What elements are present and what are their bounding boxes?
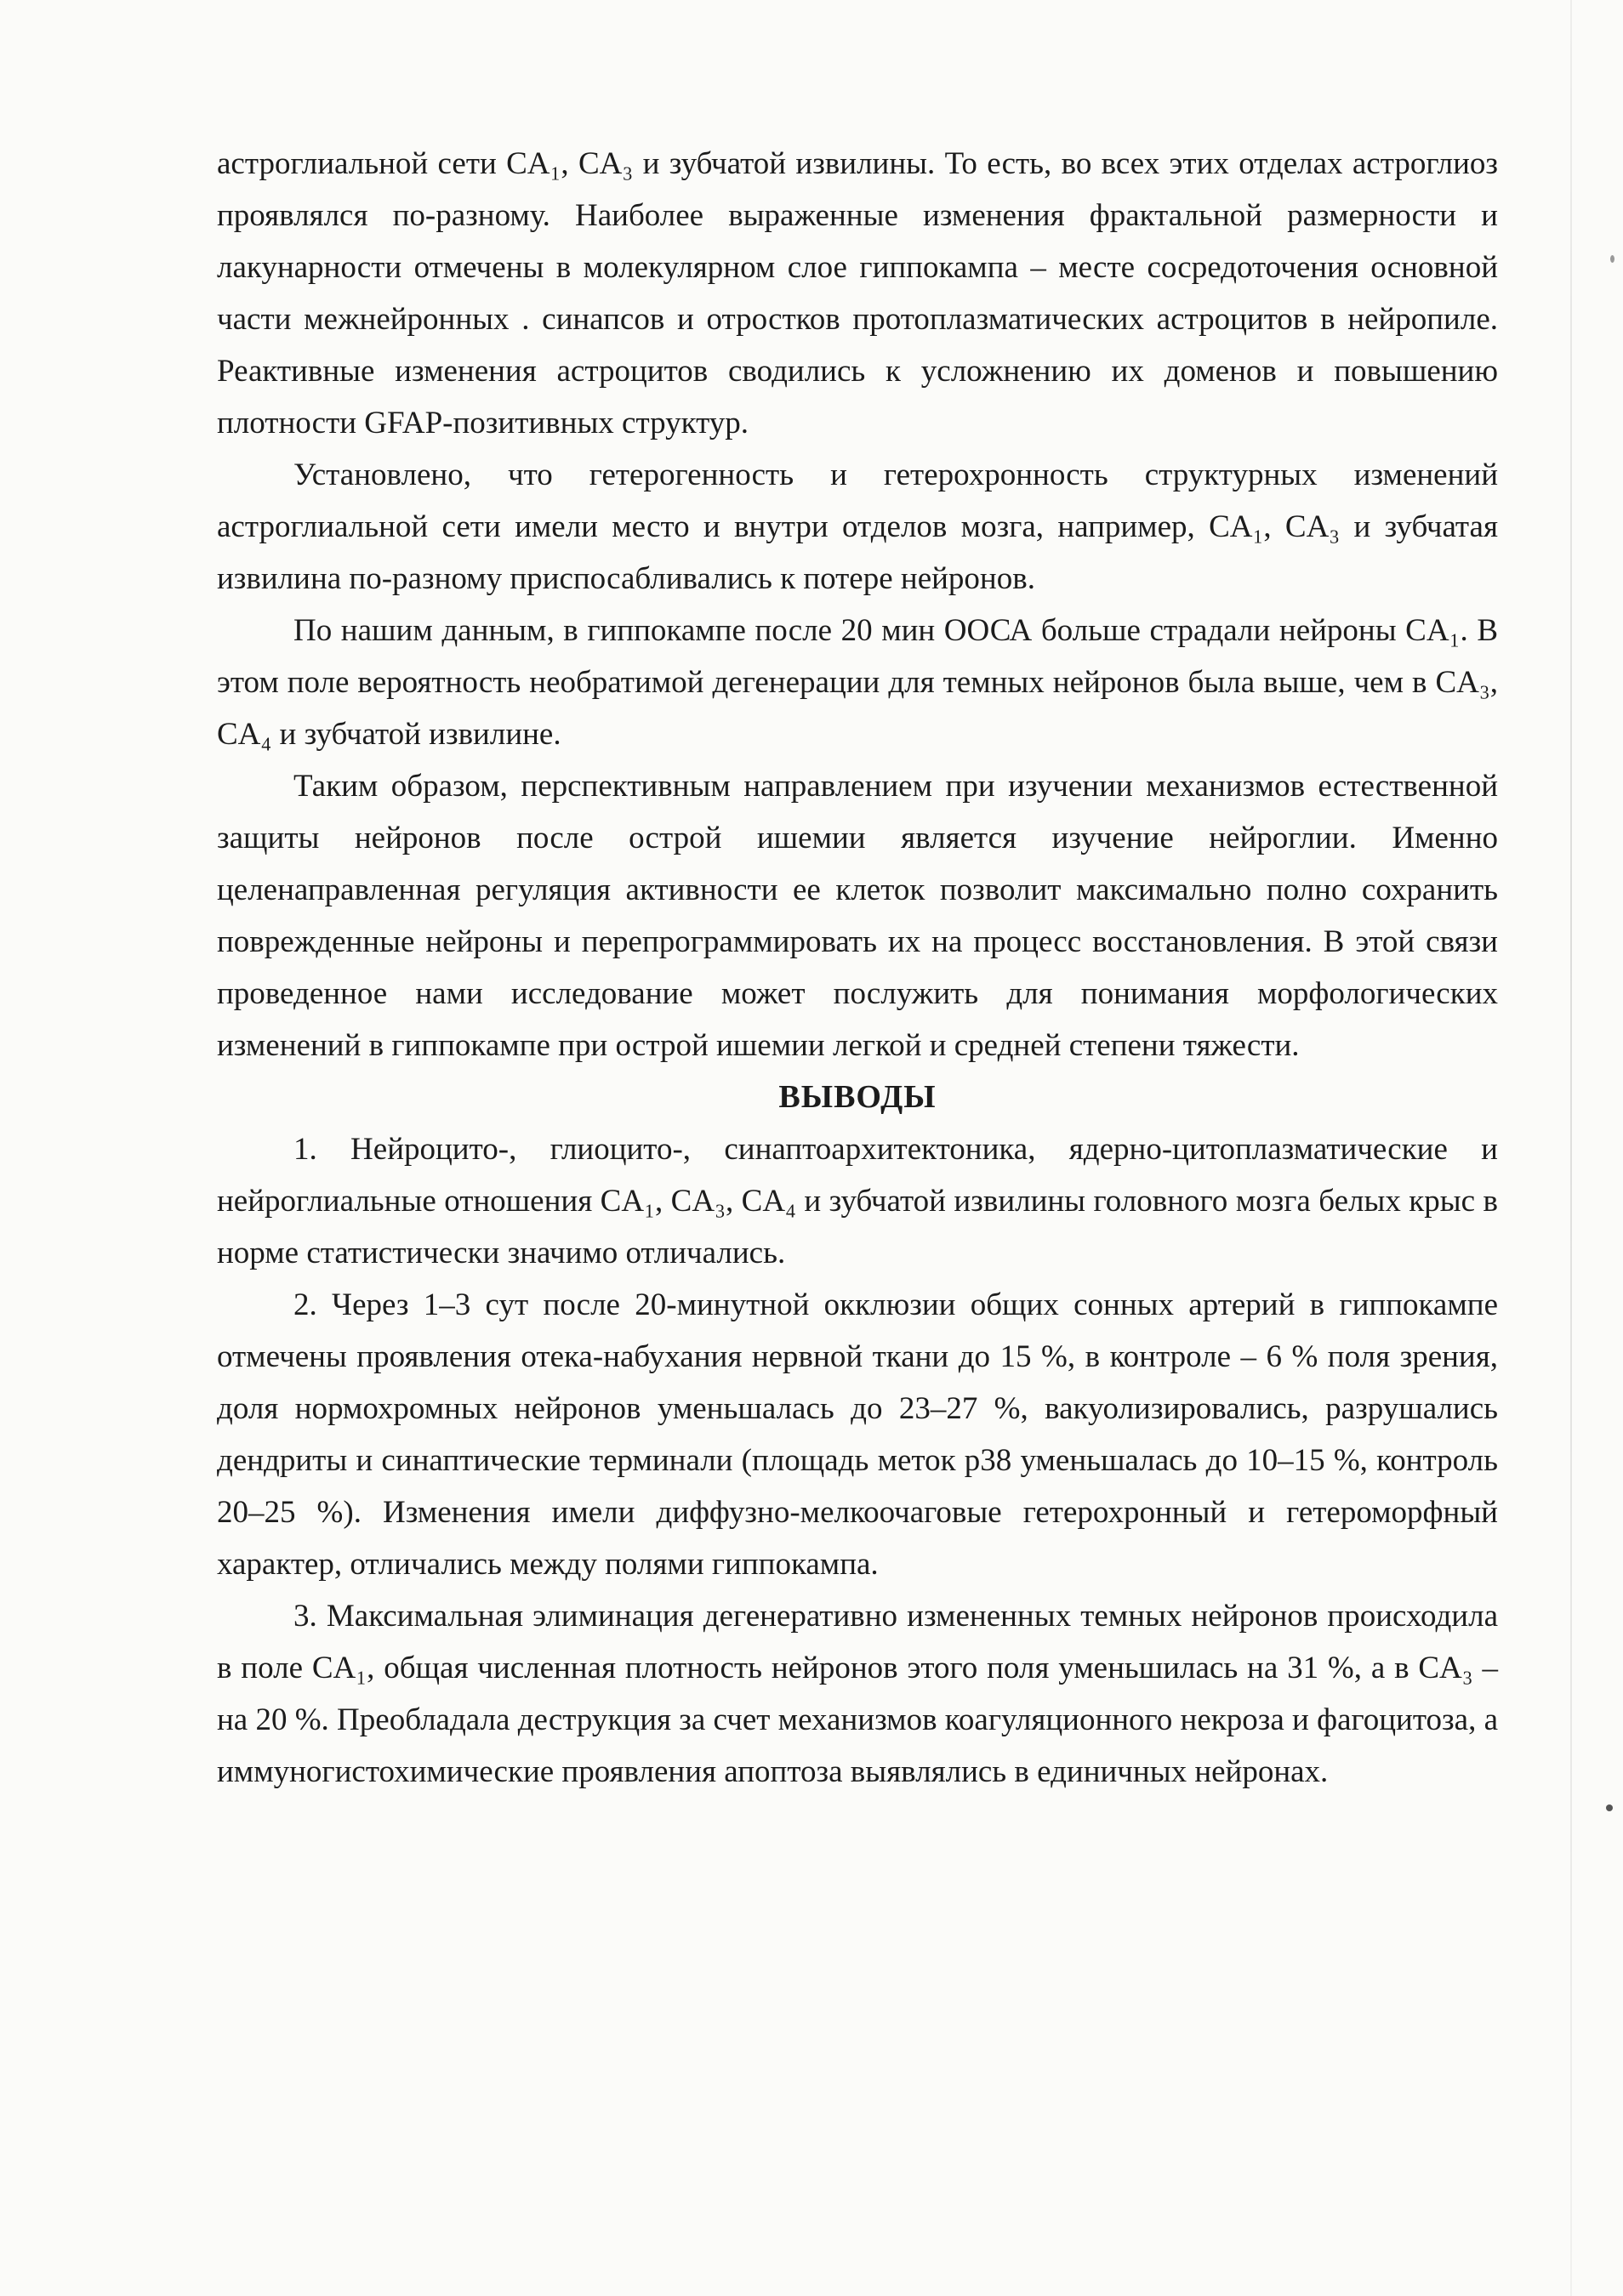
- scan-edge-shadow: [1570, 0, 1572, 2296]
- conclusion-item-1: 1. Нейроцито-, глиоцито-, синаптоархитектоника, ядерно-цитоплазматические и нейроглиальные отношения CA₁, CA₃, CA₄ и зубчатой извилины головного мозга белых крыс в норме статистически значимо отличались.: [217, 1132, 1498, 1270]
- scan-speck: [1610, 255, 1614, 263]
- paragraph-2: Установлено, что гетерогенность и гетерохронность структурных изменений астроглиальной сети имели место и внутри отделов мозга, например, CA₁, CA₃ и зубчатая извилина по-разному приспосабливались к потере нейронов.: [217, 457, 1498, 596]
- paragraph-3: По нашим данным, в гиппокампе после 20 мин ООСА больше страдали нейроны CA₁. В этом поле вероятность необратимой дегенерации для темных нейронов была выше, чем в CA₃, CA₄ и зубчатой извилине.: [217, 613, 1498, 752]
- conclusion-item-3: 3. Максимальная элиминация дегенеративно измененных темных нейронов происходила в поле CA₁, общая численная плотность нейронов этого поля уменьшилась на 31 %, а в CA₃ – на 20 %. Преобладала деструкция за счет механизмов коагуляционного некроза и фагоцитоза, а иммуногистохимические проявления апоптоза выявлялись в единичных нейронах.: [217, 1599, 1498, 1789]
- scan-speck: [1606, 1804, 1613, 1811]
- document-body: [217, 138, 1498, 1798]
- paragraph-1: астроглиальной сети CA₁, CA₃ и зубчатой извилины. То есть, во всех этих отделах астроглиоз проявлялся по-разному. Наиболее выраженные изменения фрактальной размерности и лакунарности отмечены в молекулярном слое гиппокампа – месте сосредоточения основной части межнейронных . синапсов и отростков протоплазматических астроцитов в нейропиле. Реактивные изменения астроцитов сводились к усложнению их доменов и повышению плотности GFAP-позитивных структур.: [217, 146, 1498, 440]
- paragraph-4: Таким образом, перспективным направлением при изучении механизмов естественной защиты нейронов после острой ишемии является изучение нейроглии. Именно целенаправленная регуляция активности ее клеток позволит максимально полно сохранить поврежденные нейроны и перепрограммировать их на процесс восстановления. В этой связи проведенное нами исследование может послужить для понимания морфологических изменений в гиппокампе при острой ишемии легкой и средней степени тяжести.: [217, 769, 1498, 1063]
- section-heading: ВЫВОДЫ: [778, 1079, 937, 1115]
- conclusion-item-2: 2. Через 1–3 сут после 20-минутной окклюзии общих сонных артерий в гиппокампе отмечены проявления отека-набухания нервной ткани до 15 %, в контроле – 6 % поля зрения, доля нормохромных нейронов уменьшалась до 23–27 %, вакуолизировались, разрушались дендриты и синаптические терминали (площадь меток p38 уменьшалась до 10–15 %, контроль 20–25 %). Изменения имели диффузно-мелкоочаговые гетерохронный и гетероморфный характер, отличались между полями гиппокампа.: [217, 1287, 1498, 1582]
